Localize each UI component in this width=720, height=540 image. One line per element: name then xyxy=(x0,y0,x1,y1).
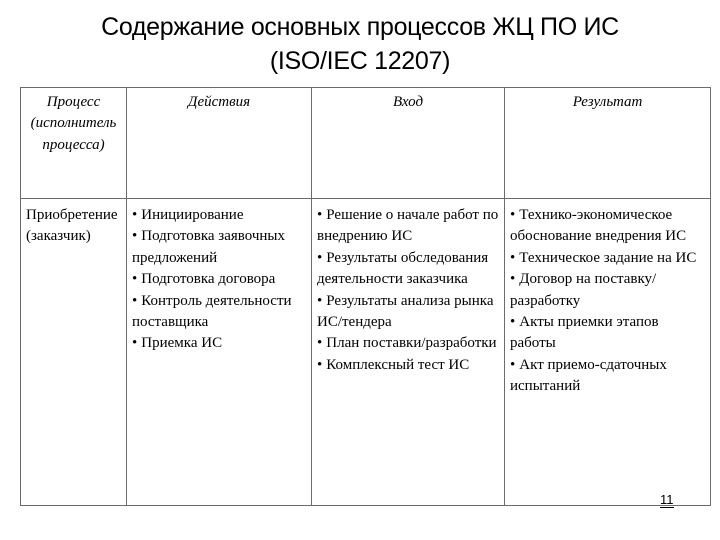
list-item: • Результаты анализа рынка ИС/тендера xyxy=(317,291,499,334)
list-item: • Результаты обследования деятельности заказчика xyxy=(317,248,499,291)
table-row xyxy=(21,199,711,506)
list-item: • Акт приемо-сдаточных испытаний xyxy=(510,355,705,398)
list-item: • Контроль деятельности поставщика xyxy=(132,291,306,334)
cell-actions xyxy=(127,199,312,506)
list-item: • Акты приемки этапов работы xyxy=(510,312,705,355)
title-line-1: Содержание основных процессов ЖЦ ПО ИС xyxy=(101,13,619,41)
cell-process: Приобретение (заказчик) xyxy=(21,199,127,506)
slide-title xyxy=(0,10,720,78)
actions-list xyxy=(132,205,306,355)
inputs-list xyxy=(317,205,499,376)
list-item: • План поставки/разработки xyxy=(317,333,499,354)
table-header-row xyxy=(21,88,711,199)
header-process: Процесс (исполнитель процесса) xyxy=(21,88,127,199)
cell-results xyxy=(505,199,711,506)
results-list xyxy=(510,205,705,398)
cell-inputs xyxy=(312,199,505,506)
list-item: • Техническое задание на ИС xyxy=(510,248,705,269)
header-input: Вход xyxy=(312,88,505,199)
list-item: • Подготовка договора xyxy=(132,269,306,290)
header-actions: Действия xyxy=(127,88,312,199)
process-table xyxy=(20,87,711,506)
page-number: 11 xyxy=(660,492,674,507)
list-item: • Приемка ИС xyxy=(132,333,306,354)
title-line-2: (ISO/IEC 12207) xyxy=(269,47,451,75)
list-item: • Комплексный тест ИС xyxy=(317,355,499,376)
list-item: • Решение о начале работ по внедрению ИС xyxy=(317,205,499,248)
list-item: • Договор на поставку/разработку xyxy=(510,269,705,312)
list-item: • Инициирование xyxy=(132,205,306,226)
header-result: Результат xyxy=(505,88,711,199)
list-item: • Технико-экономическое обоснование внедрения ИС xyxy=(510,205,705,248)
list-item: • Подготовка заявочных предложений xyxy=(132,226,306,269)
